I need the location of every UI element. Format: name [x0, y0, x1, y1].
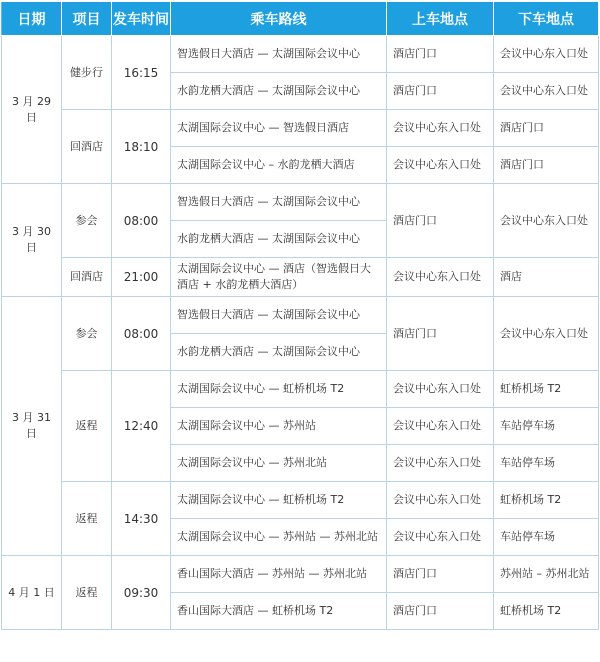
route-cell: 太湖国际会议中心 – 水韵龙栖大酒店 — [171, 147, 387, 184]
route-cell: 智选假日大酒店 — 太湖国际会议中心 — [171, 36, 387, 73]
header-board: 上车地点 — [387, 2, 494, 36]
board-cell: 会议中心东入口处 — [387, 258, 494, 297]
table-row — [2, 36, 599, 73]
alight-cell: 酒店门口 — [494, 110, 599, 147]
board-cell: 酒店门口 — [387, 556, 494, 593]
table-row — [2, 258, 599, 297]
item-cell: 参会 — [62, 184, 112, 258]
item-cell: 回酒店 — [62, 110, 112, 184]
alight-cell: 车站停车场 — [494, 408, 599, 445]
alight-cell: 酒店 — [494, 258, 599, 297]
route-cell: 水韵龙栖大酒店 — 太湖国际会议中心 — [171, 334, 387, 371]
header-alight: 下车地点 — [494, 2, 599, 36]
board-cell: 会议中心东入口处 — [387, 371, 494, 408]
board-cell: 酒店门口 — [387, 36, 494, 73]
board-cell: 酒店门口 — [387, 593, 494, 630]
item-cell: 参会 — [62, 297, 112, 371]
route-cell: 智选假日大酒店 — 太湖国际会议中心 — [171, 184, 387, 221]
time-cell: 12:40 — [112, 371, 171, 482]
board-cell: 酒店门口 — [387, 297, 494, 371]
alight-cell: 苏州站 – 苏州北站 — [494, 556, 599, 593]
alight-cell: 会议中心东入口处 — [494, 36, 599, 73]
board-cell: 酒店门口 — [387, 184, 494, 258]
table-row — [2, 184, 599, 221]
table-row — [2, 371, 599, 408]
alight-cell: 会议中心东入口处 — [494, 73, 599, 110]
route-cell: 水韵龙栖大酒店 — 太湖国际会议中心 — [171, 221, 387, 258]
route-cell: 智选假日大酒店 — 太湖国际会议中心 — [171, 297, 387, 334]
time-cell: 08:00 — [112, 184, 171, 258]
route-cell: 太湖国际会议中心 — 酒店（智选假日大酒店 + 水韵龙栖大酒店） — [171, 258, 387, 297]
route-cell: 太湖国际会议中心 — 虹桥机场 T2 — [171, 482, 387, 519]
route-cell: 太湖国际会议中心 — 苏州北站 — [171, 445, 387, 482]
table-row — [2, 110, 599, 147]
route-cell: 香山国际大酒店 — 虹桥机场 T2 — [171, 593, 387, 630]
board-cell: 会议中心东入口处 — [387, 408, 494, 445]
board-cell: 会议中心东入口处 — [387, 519, 494, 556]
time-cell: 21:00 — [112, 258, 171, 297]
item-cell: 健步行 — [62, 36, 112, 110]
date-cell: 3 月 29 日 — [2, 36, 62, 184]
alight-cell: 会议中心东入口处 — [494, 297, 599, 371]
item-cell: 返程 — [62, 556, 112, 630]
header-item: 项目 — [62, 2, 112, 36]
route-cell: 太湖国际会议中心 — 苏州站 — [171, 408, 387, 445]
header-date: 日期 — [2, 2, 62, 36]
alight-cell: 车站停车场 — [494, 519, 599, 556]
time-cell: 16:15 — [112, 36, 171, 110]
route-cell: 水韵龙栖大酒店 — 太湖国际会议中心 — [171, 73, 387, 110]
date-cell: 4 月 1 日 — [2, 556, 62, 630]
alight-cell: 酒店门口 — [494, 147, 599, 184]
route-cell: 香山国际大酒店 — 苏州站 — 苏州北站 — [171, 556, 387, 593]
item-cell: 返程 — [62, 371, 112, 482]
item-cell: 回酒店 — [62, 258, 112, 297]
board-cell: 会议中心东入口处 — [387, 445, 494, 482]
time-cell: 08:00 — [112, 297, 171, 371]
alight-cell: 会议中心东入口处 — [494, 184, 599, 258]
board-cell: 会议中心东入口处 — [387, 482, 494, 519]
route-cell: 太湖国际会议中心 — 虹桥机场 T2 — [171, 371, 387, 408]
time-cell: 14:30 — [112, 482, 171, 556]
header-row — [2, 2, 599, 36]
date-cell: 3 月 30 日 — [2, 184, 62, 297]
alight-cell: 虹桥机场 T2 — [494, 482, 599, 519]
header-route: 乘车路线 — [171, 2, 387, 36]
board-cell: 酒店门口 — [387, 73, 494, 110]
route-cell: 太湖国际会议中心 — 苏州站 — 苏州北站 — [171, 519, 387, 556]
board-cell: 会议中心东入口处 — [387, 110, 494, 147]
table-row — [2, 482, 599, 519]
alight-cell: 虹桥机场 T2 — [494, 593, 599, 630]
header-time: 发车时间 — [112, 2, 171, 36]
alight-cell: 虹桥机场 T2 — [494, 371, 599, 408]
alight-cell: 车站停车场 — [494, 445, 599, 482]
table-row — [2, 556, 599, 593]
board-cell: 会议中心东入口处 — [387, 147, 494, 184]
item-cell: 返程 — [62, 482, 112, 556]
date-cell: 3 月 31 日 — [2, 297, 62, 556]
time-cell: 09:30 — [112, 556, 171, 630]
time-cell: 18:10 — [112, 110, 171, 184]
shuttle-schedule-table — [1, 1, 599, 630]
route-cell: 太湖国际会议中心 — 智选假日酒店 — [171, 110, 387, 147]
table-row — [2, 297, 599, 334]
